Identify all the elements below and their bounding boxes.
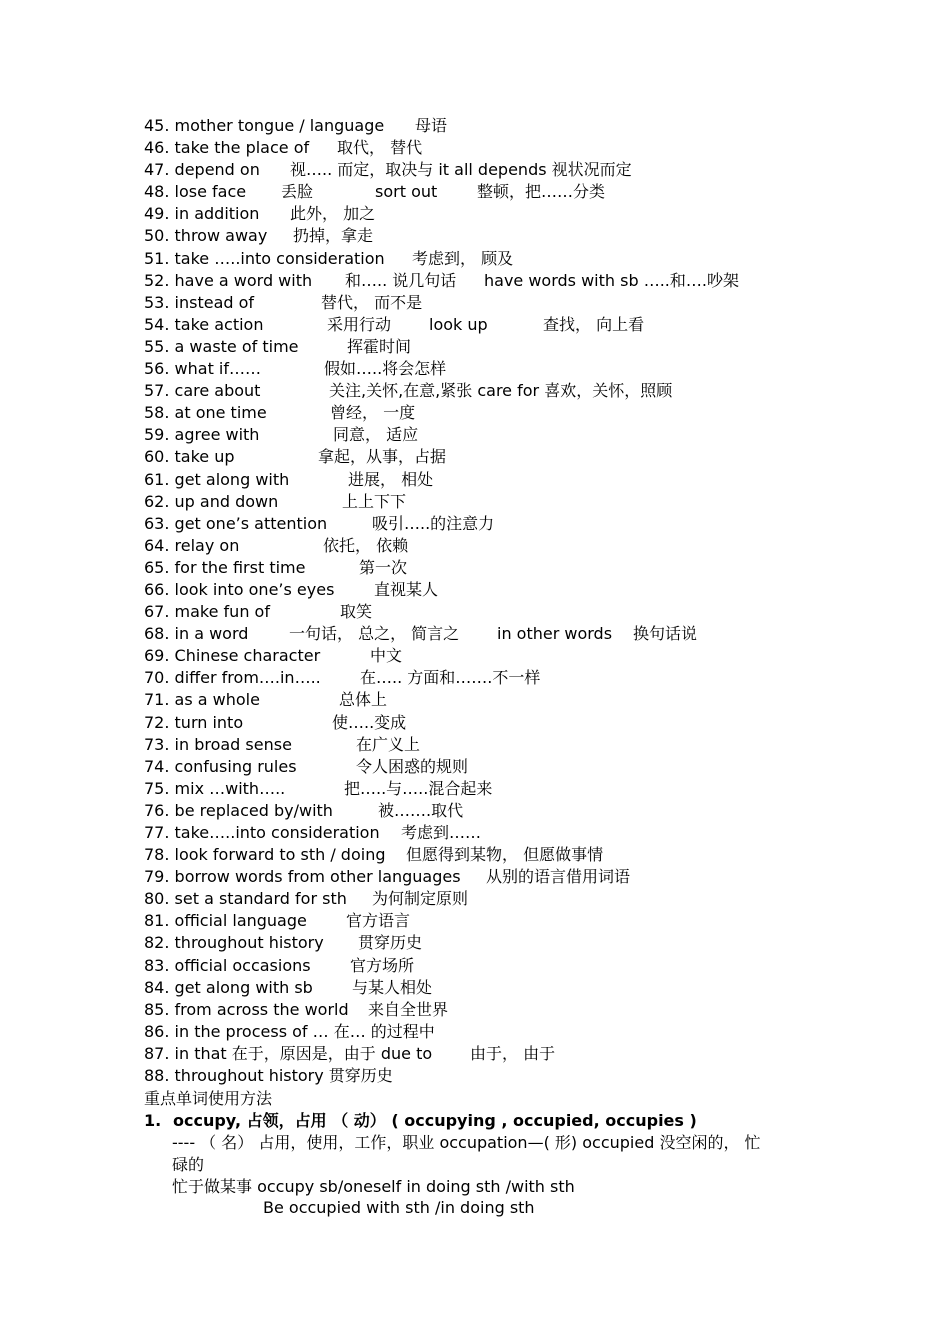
phrase-text: 58. at one time bbox=[144, 403, 267, 423]
phrase-text: 87. in that 在于，原因是，由于 due to bbox=[144, 1043, 433, 1063]
phrase-text: 56. what if…… bbox=[144, 359, 261, 379]
phrase-text: 51. take …..into consideration bbox=[144, 248, 385, 268]
phrase-meaning: 替代， 而不是 bbox=[321, 292, 423, 312]
phrase-text: 46. take the place of bbox=[144, 138, 310, 158]
phrase-list bbox=[144, 115, 844, 1087]
detail-line: Be occupied with sth /in doing sth bbox=[263, 1198, 535, 1217]
phrase-meaning: 第一次 bbox=[359, 557, 408, 577]
phrase-text: 50. throw away bbox=[144, 226, 268, 246]
phrase-text: 55. a waste of time bbox=[144, 336, 299, 356]
phrase-row bbox=[144, 535, 844, 557]
phrase-meaning: 和….. 说几句话 bbox=[345, 270, 457, 290]
phrase-meaning: 从别的语言借用词语 bbox=[486, 867, 631, 887]
phrase-text: 49. in addition bbox=[144, 204, 260, 224]
phrase-text: 73. in broad sense bbox=[144, 734, 292, 754]
phrase-meaning: 视….. 而定，取决与 it all depends 视状况而定 bbox=[290, 160, 632, 180]
phrase-row bbox=[144, 999, 844, 1021]
phrase-text: 52. have a word with bbox=[144, 270, 313, 290]
phrase-meaning: look up bbox=[429, 314, 488, 334]
phrase-text: 76. be replaced by/with bbox=[144, 800, 333, 820]
phrase-text: 83. official occasions bbox=[144, 955, 311, 975]
phrase-meaning: 中文 bbox=[370, 646, 403, 666]
phrase-row bbox=[144, 689, 844, 711]
phrase-meaning: 此外， 加之 bbox=[290, 204, 376, 224]
phrase-row bbox=[144, 424, 844, 446]
phrase-meaning: 同意， 适应 bbox=[333, 425, 419, 445]
phrase-meaning: 由于， 由于 bbox=[470, 1043, 556, 1063]
phrase-row bbox=[144, 822, 844, 844]
phrase-row bbox=[144, 1021, 844, 1043]
phrase-meaning: 假如…..将会怎样 bbox=[324, 359, 447, 379]
phrase-meaning: 换句话说 bbox=[633, 624, 698, 644]
phrase-row bbox=[144, 645, 844, 667]
phrase-text: 88. throughout history 贯穿历史 bbox=[144, 1066, 393, 1086]
phrase-row bbox=[144, 800, 844, 822]
phrase-text: 72. turn into bbox=[144, 712, 244, 732]
phrase-meaning: 令人困惑的规则 bbox=[356, 756, 469, 776]
item-1-text: occupy, 占领，占用 （ 动） ( occupying , occupied, occupies ) bbox=[173, 1111, 697, 1130]
phrase-meaning: 为何制定原则 bbox=[372, 889, 469, 909]
phrase-row bbox=[144, 955, 844, 977]
phrase-row bbox=[144, 888, 844, 910]
phrase-row bbox=[144, 712, 844, 734]
phrase-meaning: 取代， 替代 bbox=[337, 138, 423, 158]
detail-line: ---- （ 名） 占用，使用，工作，职业 occupation—( 形) occupied 没空闲的， 忙 bbox=[172, 1133, 761, 1152]
phrase-meaning: 总体上 bbox=[339, 690, 388, 710]
phrase-row bbox=[144, 402, 844, 424]
phrase-meaning: 吸引…..的注意力 bbox=[372, 513, 495, 533]
phrase-text: 85. from across the world bbox=[144, 999, 349, 1019]
phrase-text: 59. agree with bbox=[144, 425, 260, 445]
phrase-meaning: 曾经， 一度 bbox=[330, 403, 416, 423]
phrase-meaning: 直视某人 bbox=[374, 579, 439, 599]
phrase-row bbox=[144, 380, 844, 402]
phrase-row bbox=[144, 314, 844, 336]
phrase-meaning: in other words bbox=[497, 624, 613, 644]
phrase-meaning: 把…..与…..混合起来 bbox=[344, 778, 493, 798]
phrase-row bbox=[144, 225, 844, 247]
phrase-meaning: 上上下下 bbox=[342, 491, 407, 511]
phrase-meaning: sort out bbox=[375, 182, 438, 202]
phrase-text: 69. Chinese character bbox=[144, 646, 321, 666]
phrase-meaning: 考虑到…… bbox=[401, 823, 482, 842]
phrase-meaning: 母语 bbox=[415, 116, 448, 135]
phrase-text: 62. up and down bbox=[144, 491, 279, 511]
phrase-row bbox=[144, 336, 844, 358]
phrase-row bbox=[144, 844, 844, 866]
phrase-meaning: 查找， 向上看 bbox=[543, 314, 645, 334]
phrase-meaning: 整顿，把……分类 bbox=[477, 182, 606, 202]
phrase-text: 80. set a standard for sth bbox=[144, 889, 347, 909]
phrase-meaning: 关注,关怀,在意,紧张 care for 喜欢，关怀，照顾 bbox=[329, 381, 673, 401]
phrase-text: 68. in a word bbox=[144, 624, 249, 644]
phrase-row bbox=[144, 270, 844, 292]
phrase-meaning: 来自全世界 bbox=[368, 999, 449, 1019]
phrase-row bbox=[144, 181, 844, 203]
phrase-row bbox=[144, 667, 844, 689]
phrase-text: 63. get one’s attention bbox=[144, 513, 328, 533]
phrase-row bbox=[144, 977, 844, 999]
phrase-meaning: 与某人相处 bbox=[352, 977, 433, 997]
phrase-text: 84. get along with sb bbox=[144, 977, 313, 997]
phrase-text: 48. lose face bbox=[144, 182, 247, 202]
phrase-text: 79. borrow words from other languages bbox=[144, 867, 461, 887]
phrase-meaning: 被…….取代 bbox=[378, 800, 464, 820]
phrase-meaning: 依托， 依赖 bbox=[323, 535, 409, 555]
phrase-text: 74. confusing rules bbox=[144, 756, 297, 776]
phrase-text: 47. depend on bbox=[144, 160, 260, 180]
phrase-meaning: have words with sb …..和….吵架 bbox=[484, 270, 739, 290]
phrase-meaning: 丢脸 bbox=[281, 182, 314, 202]
phrase-row bbox=[144, 601, 844, 623]
phrase-text: 70. differ from….in….. bbox=[144, 668, 321, 688]
phrase-meaning: 扔掉，拿走 bbox=[293, 226, 374, 246]
phrase-text: 53. instead of bbox=[144, 292, 255, 312]
phrase-meaning: 在….. 方面和…….不一样 bbox=[360, 668, 541, 688]
phrase-meaning: 取笑 bbox=[340, 602, 373, 622]
phrase-text: 45. mother tongue / language bbox=[144, 116, 385, 135]
phrase-row bbox=[144, 756, 844, 778]
phrase-meaning: 官方场所 bbox=[350, 955, 415, 975]
detail-line: 忙于做某事 occupy sb/oneself in doing sth /with sth bbox=[172, 1177, 575, 1196]
phrase-row bbox=[144, 137, 844, 159]
phrase-meaning: 贯穿历史 bbox=[358, 933, 423, 953]
phrase-row bbox=[144, 292, 844, 314]
phrase-row bbox=[144, 159, 844, 181]
phrase-row bbox=[144, 513, 844, 535]
phrase-text: 65. for the first time bbox=[144, 557, 306, 577]
phrase-row bbox=[144, 932, 844, 954]
phrase-meaning: 采用行动 bbox=[327, 314, 392, 334]
phrase-text: 54. take action bbox=[144, 314, 264, 334]
item-1-number: 1. bbox=[144, 1111, 162, 1130]
phrase-row bbox=[144, 491, 844, 513]
phrase-text: 86. in the process of … 在… 的过程中 bbox=[144, 1021, 435, 1041]
phrase-row bbox=[144, 469, 844, 491]
phrase-text: 61. get along with bbox=[144, 469, 290, 489]
phrase-row bbox=[144, 866, 844, 888]
phrase-row bbox=[144, 446, 844, 468]
phrase-meaning: 进展， 相处 bbox=[348, 469, 434, 489]
phrase-meaning: 一句话， 总之， 简言之 bbox=[289, 624, 460, 644]
phrase-meaning: 但愿得到某物， 但愿做事情 bbox=[406, 845, 604, 865]
phrase-row bbox=[144, 203, 844, 225]
phrase-row bbox=[144, 248, 844, 270]
detail-line: 碌的 bbox=[172, 1155, 205, 1174]
phrase-row bbox=[144, 579, 844, 601]
phrase-row bbox=[144, 910, 844, 932]
phrase-meaning: 考虑到， 顾及 bbox=[412, 248, 514, 268]
phrase-text: 82. throughout history bbox=[144, 933, 324, 953]
phrase-row bbox=[144, 623, 844, 645]
section-heading: 重点单词使用方法 bbox=[144, 1089, 273, 1108]
phrase-meaning: 挥霍时间 bbox=[347, 336, 412, 356]
phrase-text: 75. mix …with….. bbox=[144, 778, 286, 798]
phrase-text: 81. official language bbox=[144, 911, 307, 931]
phrase-text: 66. look into one’s eyes bbox=[144, 579, 335, 599]
phrase-text: 71. as a whole bbox=[144, 690, 260, 710]
phrase-meaning: 官方语言 bbox=[346, 911, 411, 931]
phrase-row bbox=[144, 1065, 844, 1087]
phrase-text: 78. look forward to sth / doing bbox=[144, 845, 386, 865]
phrase-meaning: 拿起，从事，占据 bbox=[318, 447, 447, 467]
phrase-text: 64. relay on bbox=[144, 535, 240, 555]
phrase-text: 77. take…..into consideration bbox=[144, 823, 380, 842]
phrase-meaning: 在广义上 bbox=[356, 734, 421, 754]
phrase-row bbox=[144, 358, 844, 380]
phrase-text: 57. care about bbox=[144, 381, 261, 401]
phrase-row bbox=[144, 778, 844, 800]
phrase-text: 60. take up bbox=[144, 447, 235, 467]
phrase-row bbox=[144, 557, 844, 579]
phrase-row bbox=[144, 115, 844, 137]
phrase-text: 67. make fun of bbox=[144, 602, 270, 622]
phrase-meaning: 使…..变成 bbox=[332, 712, 407, 732]
phrase-row bbox=[144, 734, 844, 756]
phrase-row bbox=[144, 1043, 844, 1065]
